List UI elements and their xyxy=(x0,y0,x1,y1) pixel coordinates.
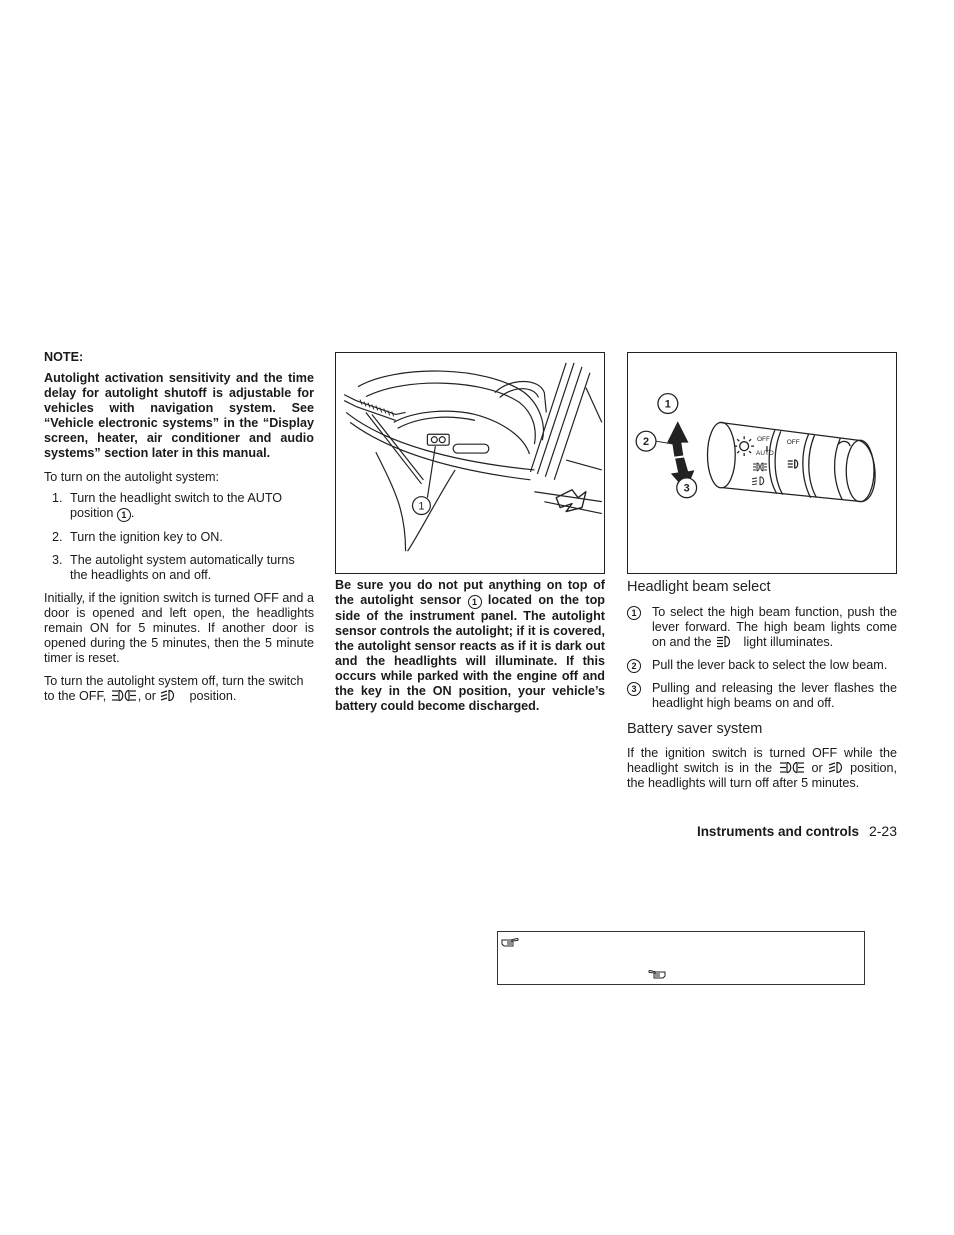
battery-saver-heading: Battery saver system xyxy=(627,721,763,737)
figure-callout-2: 2 xyxy=(643,436,650,449)
figure-callout-3: 3 xyxy=(683,482,690,495)
page-navigation-box xyxy=(497,931,865,985)
parking-light-icon xyxy=(110,689,138,702)
sensor-warning: Be sure you do not put anything on top of the autolight sensor 1 located on the top side of the instrument panel. The autolight sensor controls the autolight; if it is covered, the autolight sensor reacts as if it is dark out and the headlights will illuminate. If this occurs while parked with the engine off and the key in the ON position, your vehicle’s battery could become discharged. xyxy=(335,578,605,713)
callout-1: 1 xyxy=(468,595,482,609)
autolight-off-paragraph: To turn the autolight system off, turn the switch to the OFF, , or position. xyxy=(44,674,304,703)
step-2: 2. Turn the ignition key to ON. xyxy=(52,530,223,544)
battery-saver-paragraph: If the ignition switch is turned OFF while the headlight switch is in the or position, the headlights will turn off after 5 minutes. xyxy=(627,746,898,790)
lever-drawing xyxy=(628,353,896,573)
step-3: 3. The autolight system automatically turns the headlights on and off. xyxy=(52,553,295,582)
beam-item-3: 3 Pulling and releasing the lever flashes the headlight high beams on and off. xyxy=(627,681,897,711)
pointing-hand-right-icon[interactable] xyxy=(501,935,519,947)
step-1: 1. Turn the headlight switch to the AUTO position 1 . xyxy=(52,491,283,520)
page-footer xyxy=(697,823,897,840)
headlight-beam-select-heading: Headlight beam select xyxy=(627,579,771,595)
page-number: 2-23 xyxy=(868,823,897,839)
section-title: Instruments and controls xyxy=(696,824,859,839)
middle-column xyxy=(335,578,605,714)
dashboard-drawing xyxy=(336,353,604,573)
figure-callout-1: 1 xyxy=(418,500,425,513)
note-heading: NOTE: xyxy=(44,350,84,364)
beam-item-1: 1 To select the high beam function, push the lever forward. The high beam lights come on and the light illuminates. xyxy=(627,605,897,650)
parking-light-icon xyxy=(778,761,806,774)
intro-text: To turn on the autolight system: xyxy=(44,470,220,484)
headlight-icon xyxy=(160,689,176,702)
callout-1: 1 xyxy=(117,508,131,522)
headlight-lever-illustration xyxy=(627,352,897,574)
pointing-hand-left-icon[interactable] xyxy=(648,967,666,979)
note-text: Autolight activation sensitivity and the time delay for autolight shutoff is adjustable for vehicles with navigation system. See “Vehicle electronic systems” in the “Display screen, heater, air conditioner and audio systems” section later in this manual. xyxy=(44,371,314,460)
lever-auto-label: AUTO xyxy=(756,450,774,458)
headlight-icon xyxy=(828,761,844,774)
beam-item-2: 2 Pull the lever back to select the low beam. xyxy=(627,658,897,673)
figure-callout-1: 1 xyxy=(664,398,671,411)
right-column xyxy=(627,578,897,791)
high-beam-indicator-icon xyxy=(715,635,733,648)
lever-off-label: OFF xyxy=(757,436,770,444)
initially-paragraph: Initially, if the ignition switch is turned OFF and a door is opened and left open, the headlights remain ON for 5 minutes. If another door is opened during the 5 minutes, then the 5 minute timer is reset. xyxy=(44,591,314,665)
left-column xyxy=(44,350,314,704)
lever-fog-off-label: OFF xyxy=(786,439,800,447)
autolight-sensor-illustration xyxy=(335,352,605,574)
